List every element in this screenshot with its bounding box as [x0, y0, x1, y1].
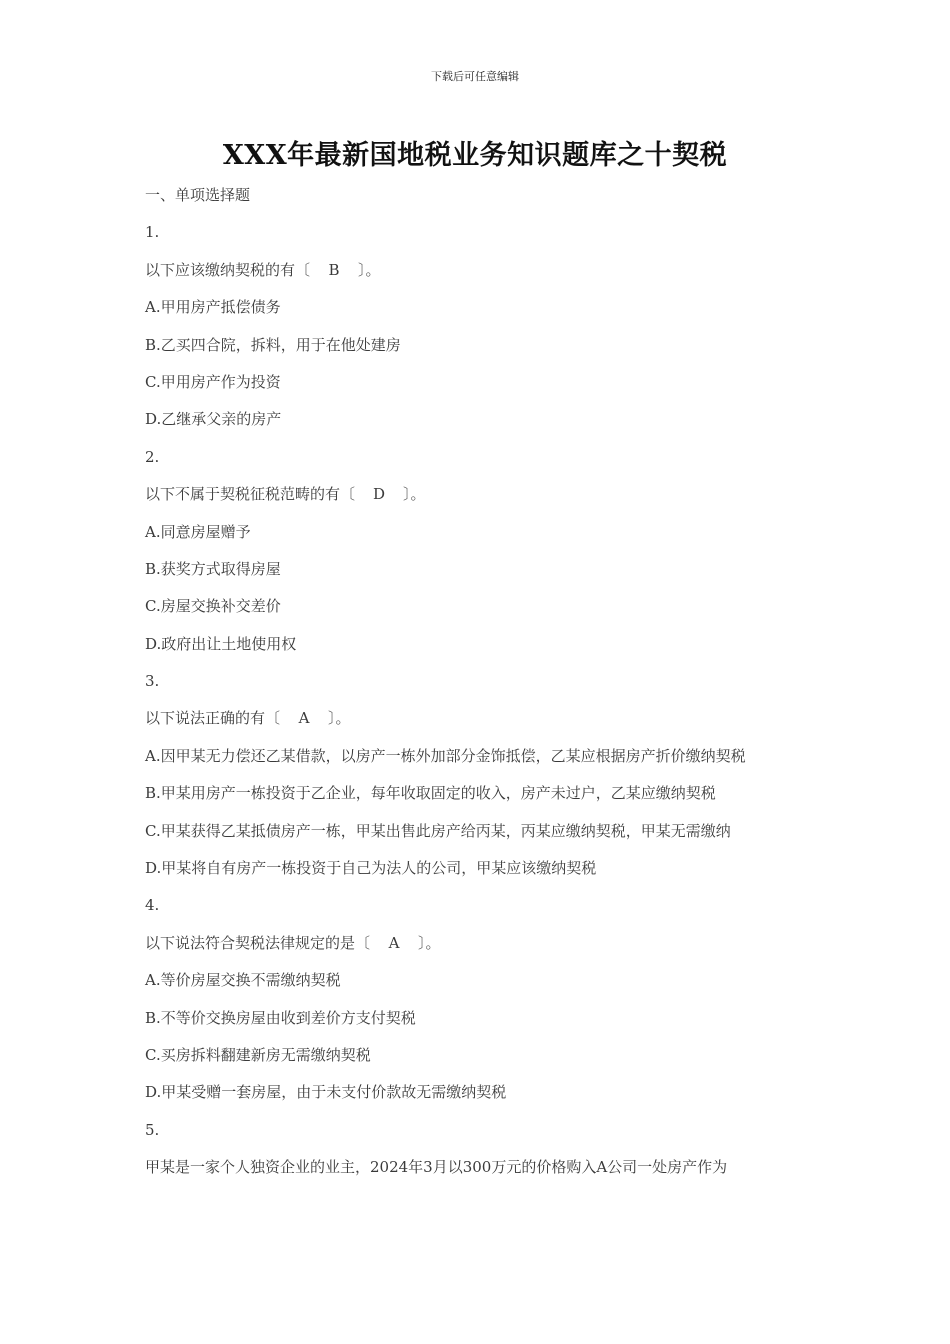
- option-c: C.甲用房产作为投资: [145, 372, 281, 391]
- option-a: A.同意房屋赠予: [145, 522, 251, 541]
- document-title: XXX年最新国地税业务知识题库之十契税: [222, 140, 728, 171]
- question-stem: [145, 925, 805, 962]
- header-note: 下载后可任意编辑: [431, 70, 519, 83]
- question-stem: [145, 252, 805, 289]
- stem-text: 以下不属于契税征税范畴的有〔: [145, 485, 356, 504]
- stem-text: 〕。: [403, 485, 426, 504]
- question-number: 2.: [145, 447, 160, 466]
- option-b: B.不等价交换房屋由收到差价方支付契税: [145, 1008, 416, 1027]
- option-d: D.甲某将自有房产一栋投资于自己为法人的公司，甲某应该缴纳契税: [145, 859, 597, 878]
- option-b: B.获奖方式取得房屋: [145, 559, 281, 578]
- stem-text: 〕。: [358, 260, 381, 279]
- option-a: A.等价房屋交换不需缴纳契税: [145, 971, 341, 990]
- question-number: 5.: [145, 1120, 160, 1139]
- stem-text: 以下说法符合契税法律规定的是〔: [145, 933, 371, 952]
- answer-letter: B: [328, 260, 340, 279]
- option-c: C.甲某获得乙某抵债房产一栋，甲某出售此房产给丙某，丙某应缴纳契税，甲某无需缴纳: [145, 821, 731, 840]
- option-d: D.甲某受赠一套房屋，由于未支付价款故无需缴纳契税: [145, 1083, 507, 1102]
- question-stem: [145, 476, 805, 513]
- answer-letter: A: [298, 709, 310, 728]
- option-c: C.买房拆料翻建新房无需缴纳契税: [145, 1046, 371, 1064]
- stem-text: 〕。: [418, 933, 441, 952]
- option-b: B.甲某用房产一栋投资于乙企业，每年收取固定的收入，房产未过户，乙某应缴纳契税: [145, 784, 716, 803]
- option-c: C.房屋交换补交差价: [145, 597, 281, 616]
- stem-text: 〕。: [328, 709, 351, 728]
- question-stem: [145, 700, 805, 737]
- option-a: A.因甲某无力偿还乙某借款，以房产一栋外加部分金饰抵偿，乙某应根据房产折价缴纳契税: [145, 746, 746, 765]
- document-body: [145, 177, 805, 1187]
- option-a: A.甲用房产抵偿债务: [145, 298, 281, 317]
- section-heading: 一、单项选择题: [145, 186, 251, 204]
- question-stem: 甲某是一家个人独资企业的业主，2024年3月以300万元的价格购入A公司一处房产作为: [145, 1158, 728, 1177]
- answer-letter: A: [388, 933, 400, 952]
- question-number: 1.: [145, 223, 160, 242]
- stem-text: 以下说法正确的有〔: [145, 709, 281, 728]
- option-d: D.乙继承父亲的房产: [145, 410, 282, 429]
- option-d: D.政府出让土地使用权: [145, 634, 297, 653]
- option-b: B.乙买四合院，拆料，用于在他处建房: [145, 335, 401, 354]
- question-number: 4.: [145, 896, 160, 915]
- question-number: 3.: [145, 672, 160, 691]
- answer-letter: D: [373, 485, 386, 504]
- stem-text: 以下应该缴纳契税的有〔: [145, 260, 311, 279]
